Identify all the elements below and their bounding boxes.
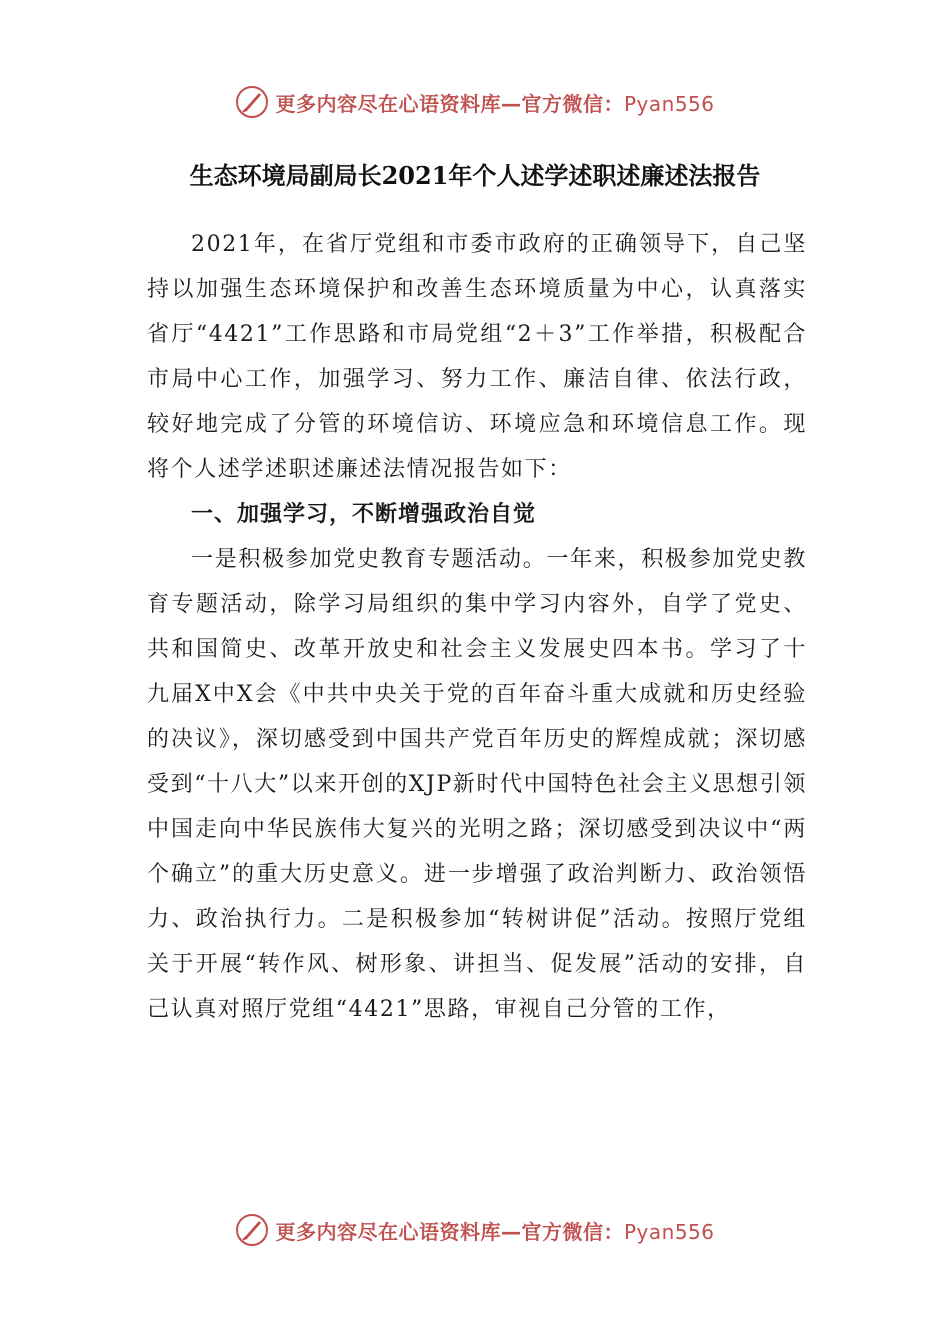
header-watermark xyxy=(0,82,950,122)
paragraph-study: 一是积极参加党史教育专题活动。一年来，积极参加党史教育专题活动，除学习局组织的集中学习内容外，自学了党史、共和国简史、改革开放史和社会主义发展史四本书。学习了十九届X中X会《中共中央关于党的百年奋斗重大成就和历史经验的决议》，深切感受到中国共产党百年历史的辉煌成就；深切感受到“十八大”以来开创的XJP新时代中国特色社会主义思想引领中国走向中华民族伟大复兴的光明之路；深切感受到决议中“两个确立”的重大历史意义。进一步增强了政治判断力、政治领悟力、政治执行力。二是积极参加“转树讲促”活动。按照厅党组关于开展“转作风、树形象、讲担当、促发展”活动的安排，自己认真对照厅党组“4421”思路，审视自己分管的工作， xyxy=(147,547,807,1022)
watermark-text: 更多内容尽在心语资料库—官方微信：Pyan556 xyxy=(275,91,715,116)
feather-pen-logo-icon xyxy=(235,85,269,119)
document-title: 生态环境局副局长2021年个人述学述职述廉述法报告 xyxy=(189,161,761,190)
footer-watermark xyxy=(0,1210,950,1250)
feather-pen-logo-icon xyxy=(235,1213,269,1247)
watermark-text: 更多内容尽在心语资料库—官方微信：Pyan556 xyxy=(275,1219,715,1244)
document-body xyxy=(147,222,807,1032)
paragraph-intro: 2021年，在省厅党组和市委市政府的正确领导下，自己坚持以加强生态环境保护和改善生态环境质量为中心，认真落实省厅“4421”工作思路和市局党组“2＋3”工作举措，积极配合市局中心工作，加强学习、努力工作、廉洁自律、依法行政，较好地完成了分管的环境信访、环境应急和环境信息工作。现将个人述学述职述廉述法情况报告如下： xyxy=(147,232,807,482)
section-heading-1: 一、加强学习，不断增强政治自觉 xyxy=(191,502,537,527)
